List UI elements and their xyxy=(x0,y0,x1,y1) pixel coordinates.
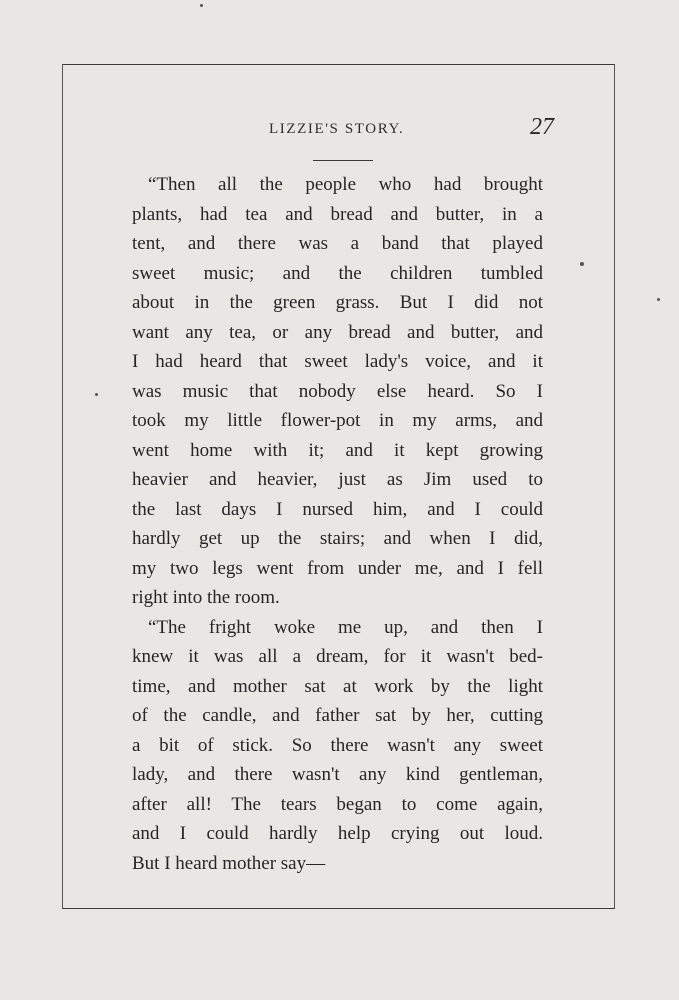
text-line: the last days I nursed him, and I could xyxy=(132,498,543,520)
page-header xyxy=(0,114,679,154)
text-line: right into the room. xyxy=(132,587,280,608)
text-line: my two legs went from under me, and I fell xyxy=(132,557,543,579)
text-line: sweet music; and the children tumbled xyxy=(132,262,543,284)
text-line: hardly get up the stairs; and when I did, xyxy=(132,528,543,549)
text-line: “Then all the people who had brought xyxy=(148,174,543,195)
page-number: 27 xyxy=(530,114,554,140)
running-head: LIZZIE'S STORY. xyxy=(269,121,405,137)
text-line: took my little flower-pot in my arms, and xyxy=(132,410,543,431)
text-line: of the candle, and father sat by her, cutting xyxy=(132,705,543,726)
text-line: tent, and there was a band that played xyxy=(132,233,543,254)
text-line: after all! The tears began to come again, xyxy=(132,793,543,815)
print-speck xyxy=(200,4,203,7)
text-line: was music that nobody else heard. So I xyxy=(132,380,543,402)
print-speck xyxy=(657,298,660,301)
print-speck xyxy=(580,262,584,266)
print-speck xyxy=(95,393,98,396)
text-line: knew it was all a dream, for it wasn't bed- xyxy=(132,646,543,667)
text-line: But I heard mother say— xyxy=(132,852,326,874)
text-line: I had heard that sweet lady's voice, and it xyxy=(132,351,543,372)
text-line: want any tea, or any bread and butter, and xyxy=(132,321,543,343)
text-line: “The fright woke me up, and then I xyxy=(148,616,543,638)
header-rule xyxy=(313,160,373,161)
text-line: lady, and there wasn't any kind gentleman, xyxy=(132,764,543,785)
text-line: heavier and heavier, just as Jim used to xyxy=(132,469,543,490)
text-line: time, and mother sat at work by the light xyxy=(132,675,543,697)
text-line: went home with it; and it kept growing xyxy=(132,439,543,461)
text-line: and I could hardly help crying out loud. xyxy=(132,823,543,844)
body-text xyxy=(132,170,543,878)
text-line: a bit of stick. So there wasn't any sweet xyxy=(132,734,543,756)
text-line: plants, had tea and bread and butter, in a xyxy=(132,203,543,225)
text-line: about in the green grass. But I did not xyxy=(132,292,543,313)
